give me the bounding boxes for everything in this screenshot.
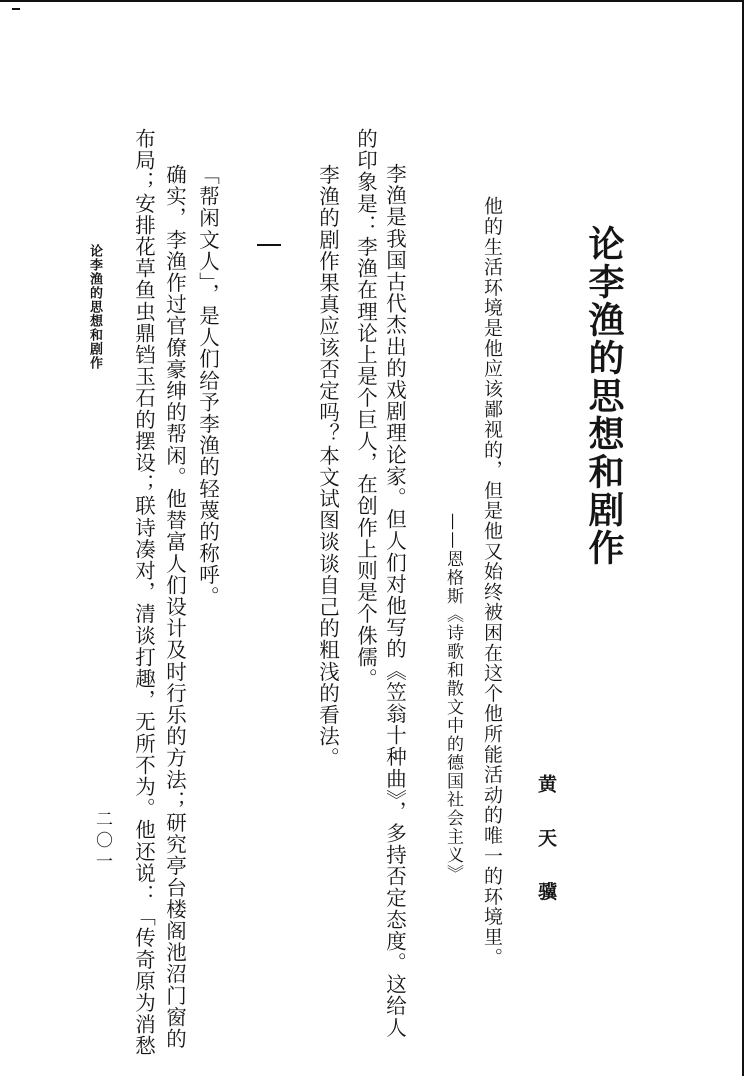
section-line-1: 「帮闲文人」，是人们给予李渔的轻蔑的称呼。 <box>195 164 220 608</box>
intro-line-2: 的印象是：李渔在理论上是个巨人，在创作上则是个侏儒。 <box>353 128 378 690</box>
article-title: 论李渔的思想和剧作 <box>583 225 625 567</box>
intro-line-3: 李渔的剧作果真应该否定吗？本文试图谈谈自己的粗浅的看法。 <box>315 164 340 769</box>
intro-line-1: 李渔是我国古代杰出的戏剧理论家。但人们对他写的《笠翁十种曲》，多持否定态度。这给人 <box>382 163 407 1039</box>
section-number <box>257 244 281 246</box>
corner-mark <box>12 0 20 10</box>
section-line-3: 布局；安排花草鱼虫鼎铛玉石的摆设；联诗凑对，清谈打趣，无所不为。他还说：「传奇原为消愁 <box>131 128 156 1057</box>
epigraph-quote: 他的生活环境是他应该鄙视的，但是他又始终被困在这个他所能活动的唯一的环境里。 <box>481 196 503 968</box>
author-name: 黄 天 骥 <box>535 774 557 915</box>
running-head: 论李渔的思想和剧作 <box>87 244 102 370</box>
page-number: 二〇一 <box>92 810 112 873</box>
section-line-2: 确实，李渔作过官僚豪绅的帮闲。他替富人们设计及时行乐的方法；研究亭台楼阁池沼门窗的 <box>162 164 187 1050</box>
epigraph-source: ——恩格斯《诗歌和散文中的德国社会主义》 <box>443 513 463 883</box>
